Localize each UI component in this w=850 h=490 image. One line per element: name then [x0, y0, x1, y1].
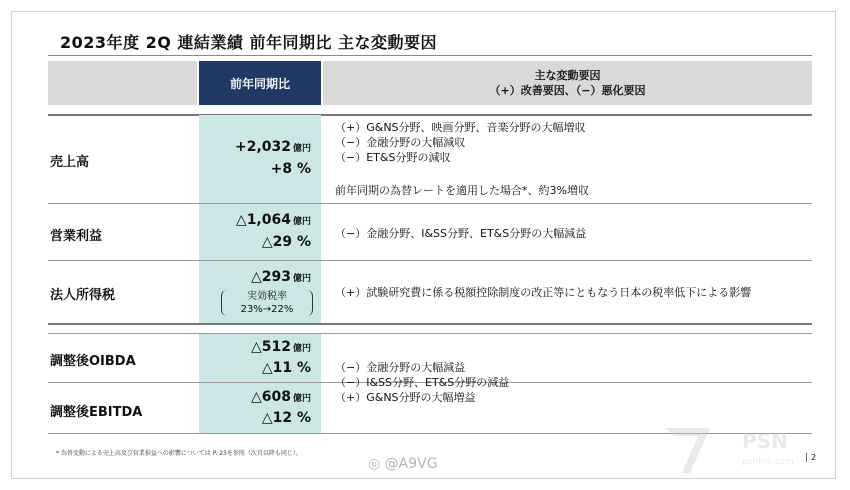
title-underline — [48, 55, 812, 56]
adjusted-oibda-value: △512 億円 — [250, 339, 311, 355]
detail-line: （−）ET&S分野の減収 — [335, 151, 451, 164]
effective-tax-rate-box — [221, 290, 313, 316]
adjusted-ebitda-value-cell — [199, 383, 321, 433]
psn-watermark-subtext: psnine.com — [742, 457, 794, 467]
row-divider — [48, 260, 812, 261]
row-label-adjusted-ebitda: 調整後EBITDA — [50, 405, 143, 420]
psn-watermark-logo — [660, 418, 810, 478]
sales-details — [335, 120, 586, 165]
adjusted-ebitda-value: △608 億円 — [250, 389, 311, 405]
adjusted-ebitda-pct: △12 % — [261, 410, 311, 426]
header-yoy: 前年同期比 — [199, 61, 321, 105]
detail-line: （+）G&NS分野、映画分野、音楽分野の大幅増収 — [335, 121, 586, 134]
a9vg-watermark-text: @A9VG — [384, 456, 438, 472]
unit-label: 億円 — [292, 344, 311, 354]
header-main-factors — [323, 61, 812, 105]
page-number: 2 — [806, 453, 816, 462]
row-label-income-tax: 法人所得税 — [50, 288, 116, 303]
operating-income-pct: △29 % — [261, 234, 311, 250]
operating-income-value: △1,064 億円 — [235, 212, 311, 228]
operating-income-value-cell — [199, 204, 321, 260]
effective-tax-rate-label: 実効税率 — [247, 291, 287, 302]
unit-label: 億円 — [292, 144, 311, 154]
detail-line: （+）G&NS分野の大幅増益 — [335, 391, 476, 404]
page-title: 2023年度 2Q 連結業績 前年同期比 主な変動要因 — [60, 33, 438, 52]
row-divider — [48, 203, 812, 204]
row-divider — [48, 323, 812, 325]
row-label-operating-income: 営業利益 — [50, 229, 103, 244]
adjusted-details — [335, 360, 509, 405]
row-divider — [48, 114, 812, 116]
psn-watermark-text: PSN — [742, 429, 788, 453]
adjusted-oibda-pct: △11 % — [261, 360, 311, 376]
income-tax-value-cell — [199, 261, 321, 323]
detail-line: （−）金融分野の大幅減収 — [335, 136, 466, 149]
adjusted-oibda-value-cell — [199, 334, 321, 382]
weibo-icon: ◎ — [368, 456, 381, 472]
a9vg-watermark — [368, 456, 438, 472]
unit-label: 億円 — [292, 394, 311, 404]
header-blank-cell — [48, 61, 197, 105]
income-tax-value: △293 億円 — [250, 269, 311, 285]
header-main-line1: 主な変動要因 — [534, 69, 601, 82]
income-tax-detail: （+）試験研究費に係る税額控除制度の改正等にともなう日本の税率低下による影響 — [335, 286, 752, 299]
detail-line: （−）金融分野の大幅減益 — [335, 361, 466, 374]
unit-label: 億円 — [292, 274, 311, 284]
unit-label: 億円 — [292, 217, 311, 227]
operating-income-detail: （−）金融分野、I&SS分野、ET&S分野の大幅減益 — [335, 227, 587, 240]
sales-pct: +8 % — [270, 161, 311, 177]
sales-fx-note: 前年同期の為替レートを適用した場合*、約3%増収 — [335, 184, 589, 197]
footnote: * 為替変動による売上高及び営業損益への影響については P. 23を参照（次頁以降も同じ）。 — [56, 450, 302, 457]
row-label-sales: 売上高 — [50, 155, 90, 170]
header-main-line2: （+）改善要因、（−）悪化要因 — [489, 84, 646, 97]
row-label-adjusted-oibda: 調整後OIBDA — [50, 354, 136, 369]
sales-value: +2,032 億円 — [234, 139, 311, 155]
detail-line: （−）I&SS分野、ET&S分野の減益 — [335, 376, 510, 389]
sales-value-cell — [199, 115, 321, 203]
effective-tax-rate-change: 23%→22% — [240, 304, 294, 315]
row-divider — [48, 333, 812, 334]
